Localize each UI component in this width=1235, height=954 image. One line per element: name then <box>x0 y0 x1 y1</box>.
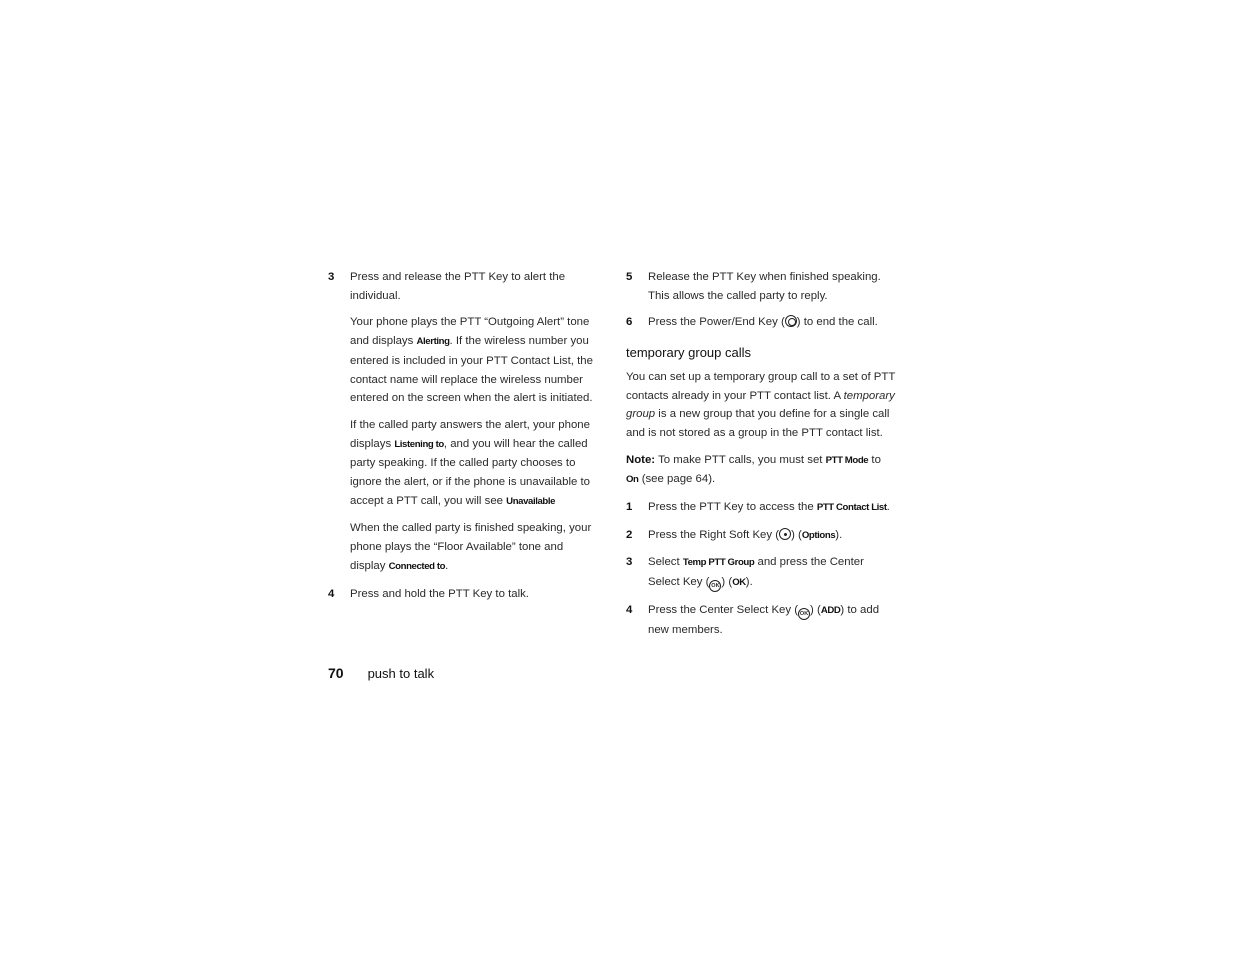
display-text-alerting: Alerting <box>416 336 450 348</box>
answer-paragraph <box>328 416 598 512</box>
step-2-options <box>626 526 896 546</box>
text-run: ). <box>745 576 753 589</box>
text-run: . <box>445 559 449 572</box>
step-4-talk <box>328 585 598 604</box>
step-4-add-members <box>626 601 896 639</box>
step-number: 3 <box>328 271 335 283</box>
note-label: Note: <box>626 453 656 466</box>
text-run: Select <box>648 556 683 569</box>
display-text-ok: OK <box>732 577 746 589</box>
text-run: to <box>868 453 881 466</box>
text-run: ) ( <box>791 528 802 541</box>
step-number: 4 <box>626 603 633 616</box>
section-name: push to talk <box>367 666 435 681</box>
text-run: You can set up a temporary group call to a set of PTT contacts already in your PTT contact list. A <box>626 370 896 402</box>
step-5-release <box>626 268 896 305</box>
page-footer <box>328 665 434 681</box>
display-text-ptt-mode: PTT Mode <box>825 454 869 466</box>
note-paragraph <box>626 451 896 490</box>
step-number: 4 <box>328 587 335 600</box>
right-soft-key-icon <box>779 528 791 540</box>
text-run: , and you will hear the called party speaking. If the called party chooses to ignore the alert, or if the phone is unavailable to accept a PTT call, you will see <box>350 437 590 507</box>
step-number: 1 <box>626 501 633 514</box>
left-column <box>328 268 598 611</box>
display-text-temp-ptt-group: Temp PTT Group <box>682 557 755 569</box>
text-run: and press the Center Select Key ( <box>648 556 864 589</box>
display-text-on: On <box>626 474 639 486</box>
text-run: is a new group that you define for a single call and is not stored as a group in the PTT contact list. <box>626 408 890 439</box>
center-select-key-icon: OK <box>798 608 810 620</box>
text-run: ) to add new members. <box>648 603 880 636</box>
text-run: To make PTT calls, you must set <box>655 453 826 466</box>
display-text-ptt-contact-list: PTT Contact List <box>816 502 887 514</box>
step-3-alert <box>328 268 598 305</box>
text-run: (see page 64). <box>638 473 716 486</box>
text-run: . If the wireless number you entered is included in your PTT Contact List, the contact name will replace the wireless number entered on the screen when the alert is initiated. <box>350 335 593 405</box>
term-temporary-group: temporary group <box>626 389 895 421</box>
finished-paragraph <box>328 519 598 576</box>
display-text-listening: Listening to <box>394 438 444 450</box>
section-heading: temporary group calls <box>626 345 751 361</box>
step-text: Release the PTT Key when finished speaking. This allows the called party to reply. <box>648 271 881 302</box>
step-number: 3 <box>626 556 633 569</box>
step-number: 6 <box>626 316 633 329</box>
display-text-unavailable: Unavailable <box>506 495 556 507</box>
text-run: Press the Right Soft Key ( <box>648 528 780 541</box>
step-text: Press and release the PTT Key to alert the individual. <box>350 271 566 302</box>
power-end-key-icon <box>785 315 797 327</box>
step-3-temp-group <box>626 553 896 592</box>
display-text-connected: Connected to <box>388 560 446 572</box>
step-text: Press and hold the PTT Key to talk. <box>350 587 529 600</box>
page-number: 70 <box>328 665 344 681</box>
center-select-key-icon: OK <box>709 580 721 592</box>
step-6-end-call <box>626 313 896 332</box>
text-run: Your phone plays the PTT “Outgoing Alert” tone and displays <box>350 316 590 348</box>
outgoing-alert-paragraph <box>328 313 598 408</box>
text-run: ) to end the call. <box>796 316 878 329</box>
text-run: ) ( <box>810 603 821 616</box>
right-column <box>626 268 896 647</box>
intro-paragraph <box>626 368 896 443</box>
text-run: Press the PTT Key to access the <box>648 501 817 514</box>
text-run: If the called party answers the alert, your phone displays <box>350 418 590 450</box>
step-1-access-list <box>626 498 896 518</box>
text-run: ). <box>835 528 843 541</box>
text-run: When the called party is finished speaking, your phone plays the “Floor Available” tone and display <box>350 522 592 572</box>
display-text-options: Options <box>801 529 836 541</box>
step-number: 5 <box>626 271 633 283</box>
text-run: Press the Center Select Key ( <box>648 603 799 616</box>
display-text-add: ADD <box>820 604 841 616</box>
text-run: . <box>886 501 890 514</box>
text-run: Press the Power/End Key ( <box>648 316 785 329</box>
text-run: ) ( <box>721 576 733 589</box>
step-number: 2 <box>626 528 633 541</box>
